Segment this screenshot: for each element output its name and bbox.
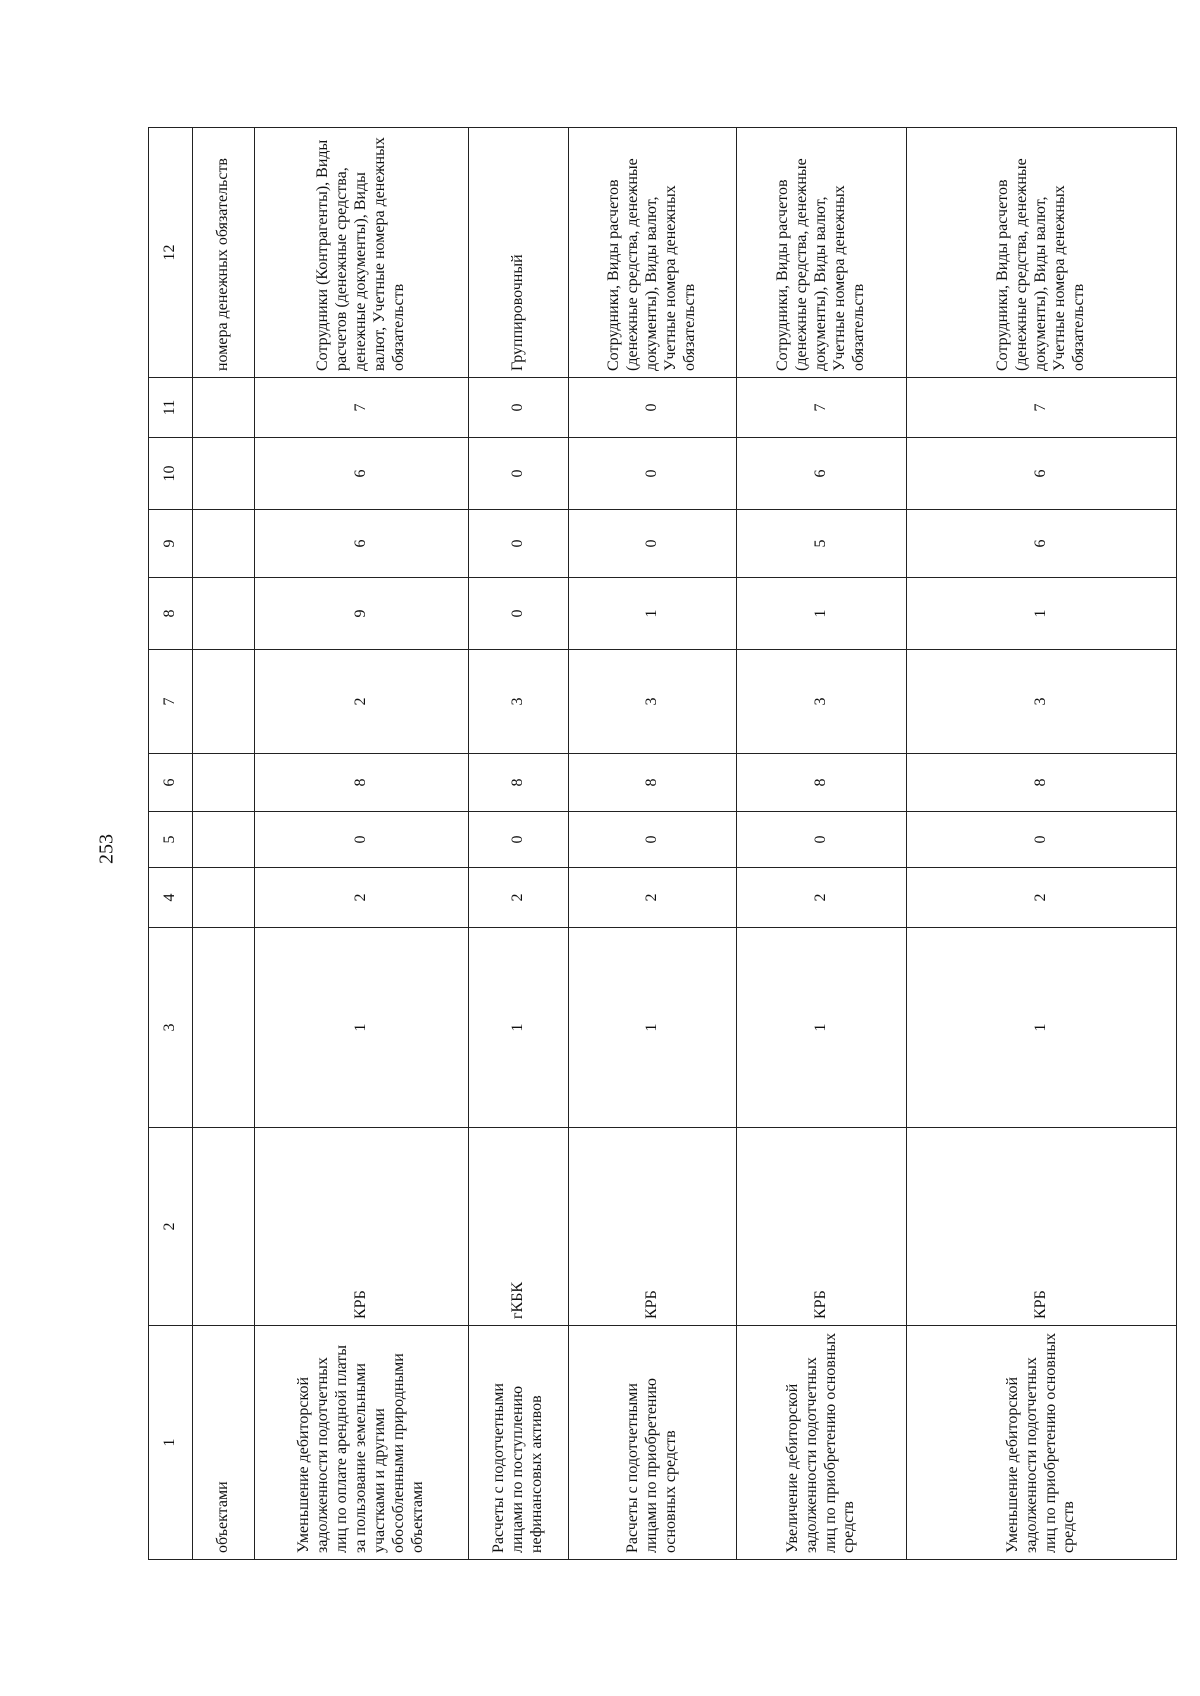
table-cell: [193, 510, 255, 578]
table-cell: 3: [469, 650, 569, 754]
table-cell: 0: [469, 510, 569, 578]
table-cell: [193, 868, 255, 928]
table-cell: КРБ: [255, 1128, 469, 1326]
table-cell: Сотрудники, Виды расчетов (денежные средства, денежные документы), Виды валют, Учетные номера денежных обязательств: [569, 128, 737, 378]
table-cell: 8: [569, 754, 737, 812]
table-cell: 6: [255, 438, 469, 510]
table-cell: Сотрудники (Контрагенты), Виды расчетов (денежные средства, денежные документы), Виды валют, Учетные номера денежных обязательств: [255, 128, 469, 378]
table-cell: [193, 754, 255, 812]
column-header: 6: [149, 754, 193, 812]
table-cell: [193, 378, 255, 438]
column-header: 11: [149, 378, 193, 438]
table-cell: 0: [569, 510, 737, 578]
table-cell: 3: [569, 650, 737, 754]
table-cell: 1: [469, 928, 569, 1128]
table-cell: 9: [255, 578, 469, 650]
table-cell: номера денежных обязательств: [193, 128, 255, 378]
table-cell: 0: [569, 812, 737, 868]
table-cell: 3: [737, 650, 907, 754]
table-cell: Группировочный: [469, 128, 569, 378]
table-row: [255, 128, 469, 1560]
accounts-table: [148, 127, 1177, 1560]
column-header: 1: [149, 1326, 193, 1560]
table-cell: 0: [469, 378, 569, 438]
table-cell: Увеличение дебиторской задолженности подотчетных лиц по приобретению основных средств: [737, 1326, 907, 1560]
table-cell: [193, 1128, 255, 1326]
table-cell: Расчеты с подотчетными лицами по приобретению основных средств: [569, 1326, 737, 1560]
table-cell: [193, 578, 255, 650]
column-header: 3: [149, 928, 193, 1128]
table-cell: 8: [469, 754, 569, 812]
table-cell: Уменьшение дебиторской задолженности подотчетных лиц по оплате арендной платы за пользование земельными участками и другими обособленными природными объектами: [255, 1326, 469, 1560]
table-cell: 2: [907, 868, 1177, 928]
table-cell: 6: [737, 438, 907, 510]
table-cell: 0: [907, 812, 1177, 868]
table-row: [469, 128, 569, 1560]
column-header: 5: [149, 812, 193, 868]
table-cell: КРБ: [569, 1128, 737, 1326]
column-header: 9: [149, 510, 193, 578]
table-cell: [193, 812, 255, 868]
table-cell: [193, 928, 255, 1128]
table-cell: 0: [255, 812, 469, 868]
column-header: 8: [149, 578, 193, 650]
table-cell: Сотрудники, Виды расчетов (денежные средства, денежные документы), Виды валют, Учетные номера денежных обязательств: [907, 128, 1177, 378]
table-frame: [148, 128, 1176, 1560]
table-cell: [193, 438, 255, 510]
table-cell: [193, 650, 255, 754]
table-cell: 2: [469, 868, 569, 928]
table-cell: 0: [469, 578, 569, 650]
table-cell: 0: [469, 812, 569, 868]
table-cell: 5: [737, 510, 907, 578]
table-cell: 7: [737, 378, 907, 438]
column-header: 2: [149, 1128, 193, 1326]
table-cell: 8: [907, 754, 1177, 812]
table-cell: гКБК: [469, 1128, 569, 1326]
table-cell: 0: [569, 438, 737, 510]
table-cell: 0: [737, 812, 907, 868]
table-cell: 6: [907, 510, 1177, 578]
column-header: 12: [149, 128, 193, 378]
table-cell: Уменьшение дебиторской задолженности подотчетных лиц по приобретению основных средств: [907, 1326, 1177, 1560]
table-cell: 1: [569, 578, 737, 650]
table-cell: объектами: [193, 1326, 255, 1560]
table-cell: 1: [569, 928, 737, 1128]
table-cell: 1: [907, 578, 1177, 650]
table-cell: Сотрудники, Виды расчетов (денежные средства, денежные документы), Виды валют, Учетные номера денежных обязательств: [737, 128, 907, 378]
table-cell: Расчеты с подотчетными лицами по поступлению нефинансовых активов: [469, 1326, 569, 1560]
table-cell: 8: [737, 754, 907, 812]
table-cell: 2: [569, 868, 737, 928]
table-row: [907, 128, 1177, 1560]
table-cell: КРБ: [737, 1128, 907, 1326]
table-cell: 2: [255, 650, 469, 754]
table-cell: КРБ: [907, 1128, 1177, 1326]
column-header: 7: [149, 650, 193, 754]
page-number: 253: [95, 834, 118, 864]
table-cell: 6: [907, 438, 1177, 510]
table-cell: 2: [255, 868, 469, 928]
table-cell: 1: [737, 928, 907, 1128]
table-row: [569, 128, 737, 1560]
column-header: 10: [149, 438, 193, 510]
table-cell: 7: [907, 378, 1177, 438]
table-cell: 3: [907, 650, 1177, 754]
column-header: 4: [149, 868, 193, 928]
table-cell: 2: [737, 868, 907, 928]
table-cell: 1: [737, 578, 907, 650]
table-cell: 6: [255, 510, 469, 578]
table-cell: 8: [255, 754, 469, 812]
table-cell: 1: [907, 928, 1177, 1128]
table-row: [193, 128, 255, 1560]
table-cell: 1: [255, 928, 469, 1128]
table-cell: 7: [255, 378, 469, 438]
table-row: [737, 128, 907, 1560]
table-cell: 0: [469, 438, 569, 510]
table-cell: 0: [569, 378, 737, 438]
header-row: [149, 128, 193, 1560]
